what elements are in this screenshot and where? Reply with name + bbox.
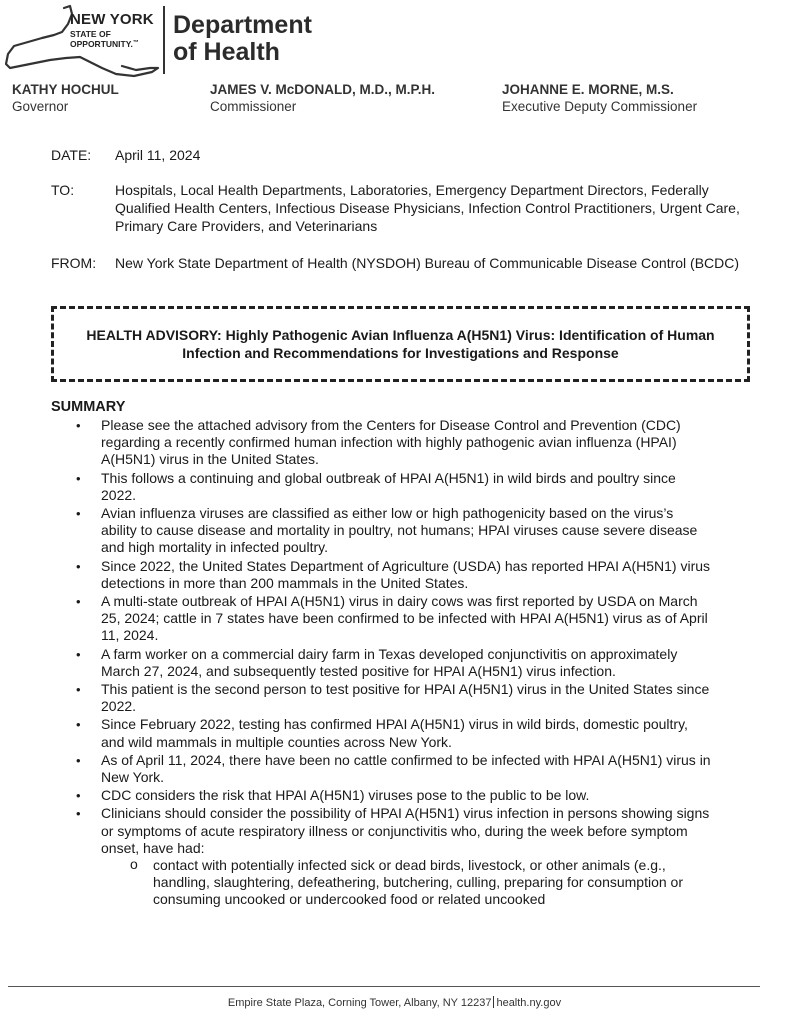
footer-address: Empire State Plaza, Corning Tower, Albany, NY 12237 [227, 997, 492, 1009]
list-item [51, 417, 711, 469]
footer-divider [8, 986, 760, 987]
list-item [51, 681, 711, 715]
list-item [51, 505, 711, 557]
list-item-text: Please see the attached advisory from the Centers for Disease Control and Prevention (CDC) regarding a recently confirmed human infection with highly pathogenic avian influenza (HPAI) A(H5N1) virus in the United States. [101, 417, 681, 468]
bullet-icon: • [76, 788, 81, 804]
bullet-icon: • [76, 752, 81, 768]
list-item-text: As of April 11, 2024, there have been no cattle confirmed to be infected with HPAI A(H5N1) virus in New York. [101, 751, 711, 786]
advisory-title: HEALTH ADVISORY: Highly Pathogenic Avian Influenza A(H5N1) Virus: Identification of Human Infection and Recommendations for Investigations and Response [86, 327, 715, 361]
list-item-text: Clinicians should consider the possibility of HPAI A(H5N1) virus infection in persons showing signs or symptoms of acute respiratory illness or conjunctivitis who, during the week before symptom onset, have had: [101, 805, 710, 856]
logo-line-1: NEW YORK [70, 11, 154, 28]
logo-divider [163, 6, 165, 74]
list-item [51, 470, 711, 504]
bullet-icon: • [76, 682, 81, 698]
official-executive-deputy [502, 81, 697, 115]
logo-line-2: STATE OF [70, 29, 111, 39]
list-item [51, 646, 711, 680]
list-item [51, 805, 711, 908]
from-label: FROM: [51, 255, 97, 271]
bullet-icon: • [76, 506, 81, 522]
bullet-icon: • [76, 418, 81, 433]
date-value: April 11, 2024 [115, 147, 201, 163]
footer [0, 996, 789, 1009]
list-item [51, 558, 711, 592]
summary-list [51, 417, 711, 910]
from-value: New York State Department of Health (NYSDOH) Bureau of Communicable Disease Control (BCDC) [115, 255, 740, 271]
list-item-text: Avian influenza viruses are classified as either low or high pathogenicity based on the virus’s ability to cause disease and mortality in poultry, not humans; HPAI viruses cause severe disease and high mortality in infected poultry. [101, 505, 698, 556]
list-item-text: A multi-state outbreak of HPAI A(H5N1) virus in dairy cows was first reported by USDA on March 25, 2024; cattle in 7 states have been confirmed to be infected with HPAI A(H5N1) virus as of April 11, 2024. [101, 593, 708, 644]
sub-list [101, 857, 711, 909]
advisory-title-box [51, 306, 750, 382]
list-item-text: Since 2022, the United States Department of Agriculture (USDA) has reported HPAI A(H5N1) virus detections in more than 200 mammals in the United States. [101, 557, 711, 591]
department-name [173, 12, 312, 66]
nys-logo-wordmark [70, 12, 154, 48]
to-value: Hospitals, Local Health Departments, Laboratories, Emergency Department Directors, Federally Qualified Health Centers, Infectious Disease Physicians, Infection Control Practitioners, Urgent Care, Primary Care Providers, and Veterinarians [115, 182, 740, 234]
official-title: Executive Deputy Commissioner [502, 99, 698, 114]
list-item-text: Since February 2022, testing has confirmed HPAI A(H5N1) virus in wild birds, domestic poultry, and wild mammals in multiple counties across New York. [101, 716, 688, 750]
date-label: DATE: [51, 147, 92, 163]
sub-list-item [101, 857, 711, 909]
sub-bullet-icon: o [130, 856, 138, 873]
department-name-line-1: Department [173, 11, 312, 39]
summary-heading: SUMMARY [51, 399, 126, 415]
official-name: JAMES V. McDONALD, M.D., M.P.H. [210, 82, 436, 97]
official-title: Commissioner [210, 99, 297, 114]
memo-to [51, 181, 771, 235]
list-item-text: A farm worker on a commercial dairy farm in Texas developed conjunctivitis on approximately March 27, 2024, and subsequently tested positive for HPAI A(H5N1) virus infection. [101, 645, 678, 679]
letterhead [0, 0, 789, 120]
list-item [51, 716, 711, 750]
official-governor [12, 81, 119, 115]
bullet-icon: • [76, 594, 81, 610]
list-item [51, 593, 711, 645]
department-name-line-2: of Health [173, 38, 280, 66]
list-item [51, 752, 711, 786]
official-name: JOHANNE E. MORNE, M.S. [502, 82, 674, 97]
list-item-text: This follows a continuing and global outbreak of HPAI A(H5N1) in wild birds and poultry since 2022. [101, 469, 676, 503]
official-title: Governor [12, 99, 69, 114]
official-commissioner [210, 81, 435, 115]
official-name: KATHY HOCHUL [12, 82, 119, 97]
bullet-icon: • [76, 806, 81, 822]
list-item-text: This patient is the second person to test positive for HPAI A(H5N1) virus in the United States since 2022. [101, 681, 710, 715]
bullet-icon: • [76, 470, 81, 486]
to-label: TO: [51, 182, 75, 198]
list-item-text: CDC considers the risk that HPAI A(H5N1) viruses pose to the public to be low. [101, 787, 590, 804]
footer-separator [493, 996, 494, 1008]
logo-line-3: OPPORTUNITY.™ [70, 38, 139, 49]
bullet-icon: • [76, 717, 81, 733]
sub-list-item-text: contact with potentially infected sick or dead birds, livestock, or other animals (e.g., handling, slaughtering, defeathering, butchering, culling, preparing for consumption or consuming uncooked or undercooked food or related uncooked [153, 857, 684, 908]
bullet-icon: • [76, 646, 81, 662]
footer-website: health.ny.gov [496, 997, 562, 1009]
memo-date [51, 146, 771, 164]
bullet-icon: • [76, 558, 81, 574]
list-item [51, 787, 711, 804]
memo-from [51, 254, 771, 290]
